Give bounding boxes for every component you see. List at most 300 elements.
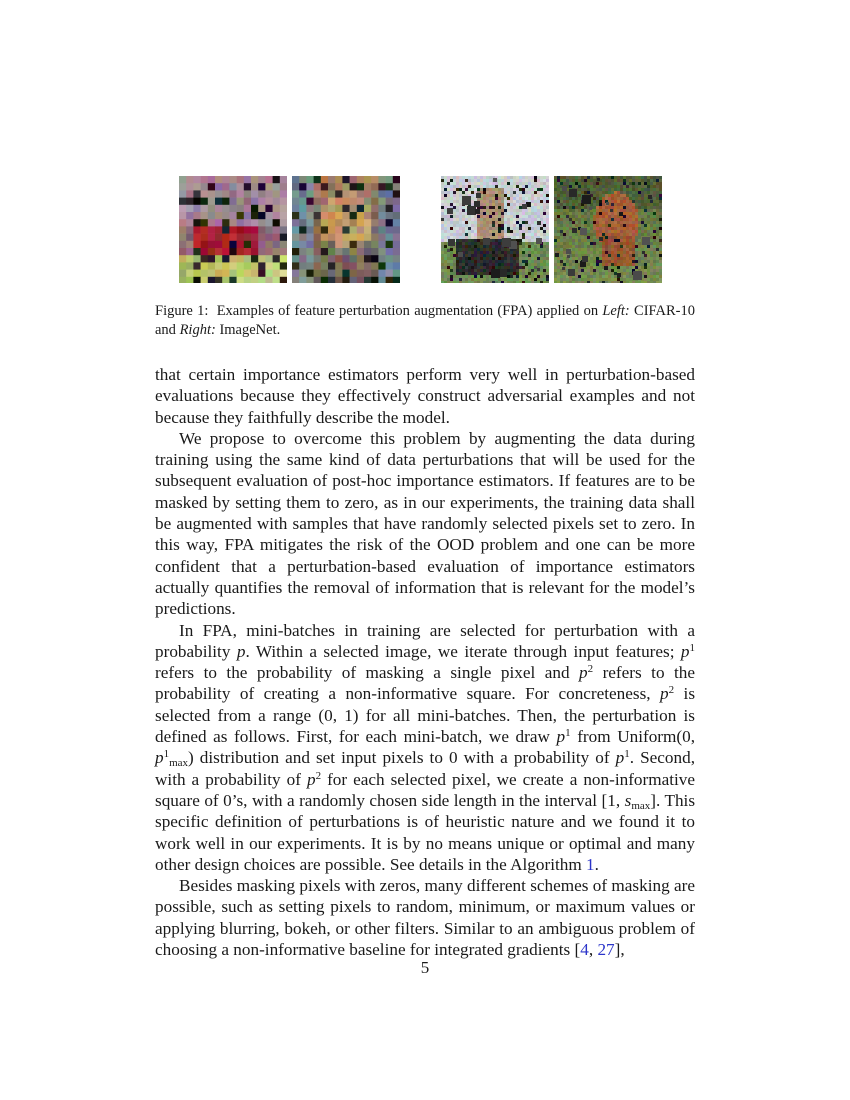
pixel-cell [554, 236, 557, 239]
pixel-cell [447, 221, 450, 224]
pixel-cell [617, 239, 620, 242]
pixel-cell [179, 198, 187, 206]
pixel-cell [222, 262, 230, 270]
pixel-cell [560, 251, 563, 254]
pixel-cell [623, 212, 626, 215]
pixel-cell [386, 190, 394, 198]
pixel-cell [531, 230, 534, 233]
pixel-cell [504, 218, 507, 221]
pixel-cell [444, 236, 447, 239]
pixel-cell [572, 185, 575, 188]
pixel-cell [617, 182, 620, 185]
pixel-cell [335, 248, 343, 256]
pixel-cell [599, 269, 602, 272]
pixel-cell [450, 233, 453, 236]
pixel-cell [519, 218, 522, 221]
pixel-cell [471, 269, 474, 272]
pixel-cell [364, 255, 372, 263]
pixel-cell [498, 197, 501, 200]
pixel-cell [459, 182, 462, 185]
pixel-cell [447, 176, 450, 179]
pixel-cell [623, 275, 626, 278]
pixel-cell [251, 248, 259, 256]
pixel-cell [483, 266, 486, 269]
pixel-cell [557, 206, 560, 209]
pixel-cell [534, 179, 537, 182]
pixel-cell [516, 212, 519, 215]
pixel-cell [611, 200, 614, 203]
pixel-cell [608, 260, 611, 263]
pixel-cell [468, 239, 471, 242]
pixel-cell [578, 221, 581, 224]
pixel-cell [357, 205, 365, 213]
pixel-cell [444, 215, 447, 218]
pixel-cell [575, 215, 578, 218]
pixel-cell [513, 176, 516, 179]
pixel-cell [590, 224, 593, 227]
pixel-cell [483, 272, 486, 275]
p4-end: ], [614, 940, 625, 960]
pixel-cell [540, 263, 543, 266]
pixel-cell [534, 278, 537, 281]
pixel-cell [560, 212, 563, 215]
pixel-cell [626, 218, 629, 221]
pixel-cell [608, 242, 611, 245]
pixel-cell [193, 219, 201, 227]
pixel-cell [208, 183, 216, 191]
pixel-cell [468, 257, 471, 260]
pixel-cell [459, 188, 462, 191]
pixel-cell [617, 278, 620, 281]
pixel-cell [641, 221, 644, 224]
p3-sym-p1: p [680, 641, 690, 661]
pixel-cell [593, 239, 596, 242]
pixel-cell [593, 215, 596, 218]
pixel-cell [623, 227, 626, 230]
pixel-cell [557, 197, 560, 200]
pixel-cell [614, 257, 617, 260]
pixel-cell [483, 257, 486, 260]
pixel-cell [605, 230, 608, 233]
pixel-cell [593, 266, 596, 269]
pixel-cell [480, 257, 483, 260]
pixel-cell [635, 251, 638, 254]
pixel-cell [501, 197, 504, 200]
pixel-cell [335, 212, 343, 220]
pixel-cell [280, 262, 287, 270]
pixel-cell [244, 176, 252, 184]
pixel-cell [617, 227, 620, 230]
pixel-cell [386, 248, 394, 256]
pixel-cell [251, 198, 259, 206]
pixel-cell [441, 197, 444, 200]
pixel-cell [543, 197, 546, 200]
pixel-cell [605, 272, 608, 275]
pixel-cell [474, 278, 477, 281]
pixel-cell [617, 218, 620, 221]
pixel-cell [599, 188, 602, 191]
pixel-cell [201, 255, 209, 263]
citation-27-link[interactable]: 27 [597, 940, 615, 960]
pixel-cell [321, 226, 329, 234]
pixel-cell [386, 262, 394, 270]
pixel-cell [557, 236, 560, 239]
pixel-cell [215, 190, 223, 198]
pixel-cell [537, 191, 540, 194]
pixel-cell [483, 254, 486, 257]
p3-s7: ) distribution and set input pixels to 0 with a probability of [188, 748, 610, 768]
pixel-cell [342, 205, 350, 213]
pixel-cell [587, 221, 590, 224]
pixel-cell [581, 251, 584, 254]
pixel-cell [471, 263, 474, 266]
pixel-cell [222, 234, 230, 242]
pixel-cell [516, 263, 519, 266]
pixel-cell [626, 257, 629, 260]
pixel-cell [593, 245, 596, 248]
pixel-cell [525, 254, 528, 257]
pixel-cell [522, 185, 525, 188]
pixel-cell [498, 188, 501, 191]
pixel-cell [563, 236, 566, 239]
pixel-cell [450, 215, 453, 218]
pixel-cell [179, 248, 187, 256]
pixel-cell [386, 183, 394, 191]
pixel-cell [477, 257, 480, 260]
pixel-cell [635, 224, 638, 227]
pixel-cell [280, 219, 287, 227]
pixel-cell [531, 197, 534, 200]
pixel-cell [386, 270, 394, 278]
pixel-cell [569, 197, 572, 200]
pixel-cell [522, 230, 525, 233]
pixel-cell [647, 176, 650, 179]
pixel-cell [299, 277, 307, 283]
pixel-cell [546, 176, 549, 179]
pixel-cell [201, 190, 209, 198]
pixel-cell [614, 248, 617, 251]
pixel-cell [244, 262, 252, 270]
pixel-cell [522, 239, 525, 242]
pixel-cell [638, 197, 641, 200]
pixel-cell [546, 200, 549, 203]
pixel-cell [575, 185, 578, 188]
pixel-cell [229, 198, 237, 206]
pixel-cell [371, 212, 379, 220]
citation-4-link[interactable]: 4 [580, 940, 589, 960]
pixel-cell [593, 203, 596, 206]
pixel-cell [617, 206, 620, 209]
pixel-cell [599, 221, 602, 224]
mask-square [582, 195, 591, 204]
pixel-cell [510, 257, 513, 260]
pixel-cell [489, 251, 492, 254]
pixel-cell [208, 234, 216, 242]
pixel-cell [244, 183, 252, 191]
paragraph-3 [155, 620, 695, 876]
pixel-cell [510, 200, 513, 203]
pixel-cell [495, 212, 498, 215]
pixel-cell [602, 218, 605, 221]
pixel-cell [453, 248, 456, 251]
pixel-cell [522, 260, 525, 263]
pixel-cell [350, 226, 358, 234]
pixel-cell [483, 206, 486, 209]
pixel-cell [659, 248, 662, 251]
pixel-cell [557, 269, 560, 272]
pixel-cell [534, 194, 537, 197]
pixel-cell [489, 194, 492, 197]
pixel-cell [201, 205, 209, 213]
pixel-cell [557, 194, 560, 197]
pixel-cell [623, 266, 626, 269]
pixel-cell [453, 191, 456, 194]
pixel-cell [566, 227, 569, 230]
pixel-cell [480, 224, 483, 227]
pixel-cell [641, 197, 644, 200]
pixel-cell [608, 239, 611, 242]
pixel-cell [501, 254, 504, 257]
pixel-cell [638, 191, 641, 194]
pixel-cell [453, 188, 456, 191]
pixel-cell [504, 203, 507, 206]
pixel-cell [456, 176, 459, 179]
pixel-cell [335, 205, 343, 213]
pixel-cell [596, 275, 599, 278]
pixel-cell [215, 226, 223, 234]
pixel-cell [244, 255, 252, 263]
pixel-cell [447, 272, 450, 275]
pixel-cell [581, 185, 584, 188]
pixel-cell [459, 179, 462, 182]
pixel-cell [557, 188, 560, 191]
pixel-cell [273, 198, 281, 206]
pixel-cell [554, 245, 557, 248]
pixel-cell [447, 197, 450, 200]
pixel-cell [638, 203, 641, 206]
pixel-cell [465, 281, 468, 283]
pixel-cell [456, 218, 459, 221]
pixel-cell [477, 230, 480, 233]
pixel-cell [656, 188, 659, 191]
pixel-cell [587, 218, 590, 221]
pixel-cell [525, 233, 528, 236]
pixel-cell [480, 176, 483, 179]
pixel-cell [229, 241, 237, 249]
pixel-cell [510, 209, 513, 212]
pixel-cell [575, 266, 578, 269]
pixel-cell [468, 236, 471, 239]
pixel-cell [632, 203, 635, 206]
pixel-cell [560, 206, 563, 209]
pixel-cell [531, 254, 534, 257]
pixel-cell [459, 218, 462, 221]
pixel-cell [462, 176, 465, 179]
pixel-cell [321, 219, 329, 227]
pixel-cell [578, 194, 581, 197]
pixel-cell [371, 255, 379, 263]
pixel-cell [258, 270, 266, 278]
pixel-cell [647, 266, 650, 269]
pixel-cell [510, 278, 513, 281]
pixel-cell [540, 227, 543, 230]
pixel-cell [546, 233, 549, 236]
pixel-cell [540, 275, 543, 278]
pixel-cell [653, 206, 656, 209]
pixel-cell [626, 254, 629, 257]
pixel-cell [608, 218, 611, 221]
pixel-cell [575, 254, 578, 257]
pixel-cell [525, 188, 528, 191]
pixel-cell [237, 226, 245, 234]
pixel-cell [632, 176, 635, 179]
pixel-cell [599, 212, 602, 215]
p3-sub-max-a: max [169, 757, 189, 770]
pixel-cell [306, 176, 314, 184]
pixel-cell [528, 218, 531, 221]
pixel-cell [342, 270, 350, 278]
pixel-cell [611, 212, 614, 215]
pixel-cell [617, 233, 620, 236]
pixel-cell [638, 260, 641, 263]
pixel-cell [465, 176, 468, 179]
pixel-cell [611, 218, 614, 221]
pixel-cell [641, 200, 644, 203]
pixel-cell [644, 200, 647, 203]
pixel-cell [554, 206, 557, 209]
pixel-cell [489, 281, 492, 283]
pixel-cell [441, 275, 444, 278]
pixel-cell [519, 269, 522, 272]
pixel-cell [504, 227, 507, 230]
pixel-cell [614, 260, 617, 263]
pixel-cell [554, 221, 557, 224]
pixel-cell [525, 257, 528, 260]
pixel-cell [638, 215, 641, 218]
pixel-cell [364, 226, 372, 234]
pixel-cell [650, 233, 653, 236]
pixel-cell [335, 241, 343, 249]
pixel-cell [299, 255, 307, 263]
pixel-cell [462, 230, 465, 233]
pixel-cell [653, 245, 656, 248]
pixel-cell [596, 203, 599, 206]
pixel-cell [462, 179, 465, 182]
pixel-cell [623, 254, 626, 257]
pixel-cell [498, 242, 501, 245]
pixel-cell [543, 212, 546, 215]
pixel-cell [483, 200, 486, 203]
pixel-cell [501, 206, 504, 209]
pixel-cell [513, 197, 516, 200]
pixel-cell [554, 242, 557, 245]
pixel-cell [193, 212, 201, 220]
pixel-cell [569, 203, 572, 206]
pixel-cell [537, 218, 540, 221]
pixel-cell [629, 233, 632, 236]
pixel-cell [572, 179, 575, 182]
mask-square [562, 267, 565, 270]
pixel-cell [593, 251, 596, 254]
pixel-cell [617, 248, 620, 251]
pixel-cell [447, 218, 450, 221]
pixel-cell [489, 215, 492, 218]
pixel-cell [357, 176, 365, 184]
pixel-cell [656, 260, 659, 263]
pixel-cell [614, 269, 617, 272]
pixel-cell [626, 245, 629, 248]
pixel-cell [546, 257, 549, 260]
pixel-cell [647, 215, 650, 218]
pixel-cell [566, 194, 569, 197]
pixel-cell [596, 233, 599, 236]
pixel-cell [522, 182, 525, 185]
pixel-cell [489, 191, 492, 194]
p3-sup1-d: 1 [624, 748, 630, 761]
pixel-cell [572, 257, 575, 260]
pixel-cell [543, 227, 546, 230]
pixel-cell [632, 215, 635, 218]
pixel-cell [459, 215, 462, 218]
pixel-cell [578, 242, 581, 245]
pixel-cell [560, 260, 563, 263]
pixel-cell [596, 212, 599, 215]
pixel-cell [531, 272, 534, 275]
mask-square [589, 207, 592, 210]
pixel-cell [510, 179, 513, 182]
pixel-cell [531, 176, 534, 179]
pixel-cell [462, 245, 465, 248]
pixel-cell [641, 245, 644, 248]
pixel-cell [489, 266, 492, 269]
pixel-cell [566, 218, 569, 221]
pixel-cell [620, 278, 623, 281]
pixel-cell [647, 272, 650, 275]
pixel-cell [587, 182, 590, 185]
pixel-cell [507, 182, 510, 185]
pixel-cell [486, 281, 489, 283]
pixel-cell [441, 176, 444, 179]
pixel-cell [519, 227, 522, 230]
pixel-cell [465, 224, 468, 227]
pixel-cell [608, 215, 611, 218]
pixel-cell [554, 278, 557, 281]
pixel-cell [516, 227, 519, 230]
pixel-cell [447, 254, 450, 257]
pixel-cell [480, 209, 483, 212]
pixel-cell [483, 191, 486, 194]
pixel-cell [531, 275, 534, 278]
pixel-cell [614, 227, 617, 230]
pixel-cell [569, 278, 572, 281]
pixel-cell [653, 209, 656, 212]
pixel-cell [510, 218, 513, 221]
pixel-cell [441, 239, 444, 242]
pixel-cell [273, 262, 281, 270]
pixel-cell [602, 194, 605, 197]
pixel-cell [629, 272, 632, 275]
pixel-cell [453, 215, 456, 218]
pixel-cell [534, 269, 537, 272]
pixel-cell [572, 242, 575, 245]
pixel-cell [614, 266, 617, 269]
pixel-cell [596, 227, 599, 230]
pixel-cell [522, 221, 525, 224]
pixel-cell [265, 270, 273, 278]
pixel-cell [208, 255, 216, 263]
pixel-cell [525, 272, 528, 275]
algorithm-ref-link[interactable]: 1 [586, 854, 595, 874]
